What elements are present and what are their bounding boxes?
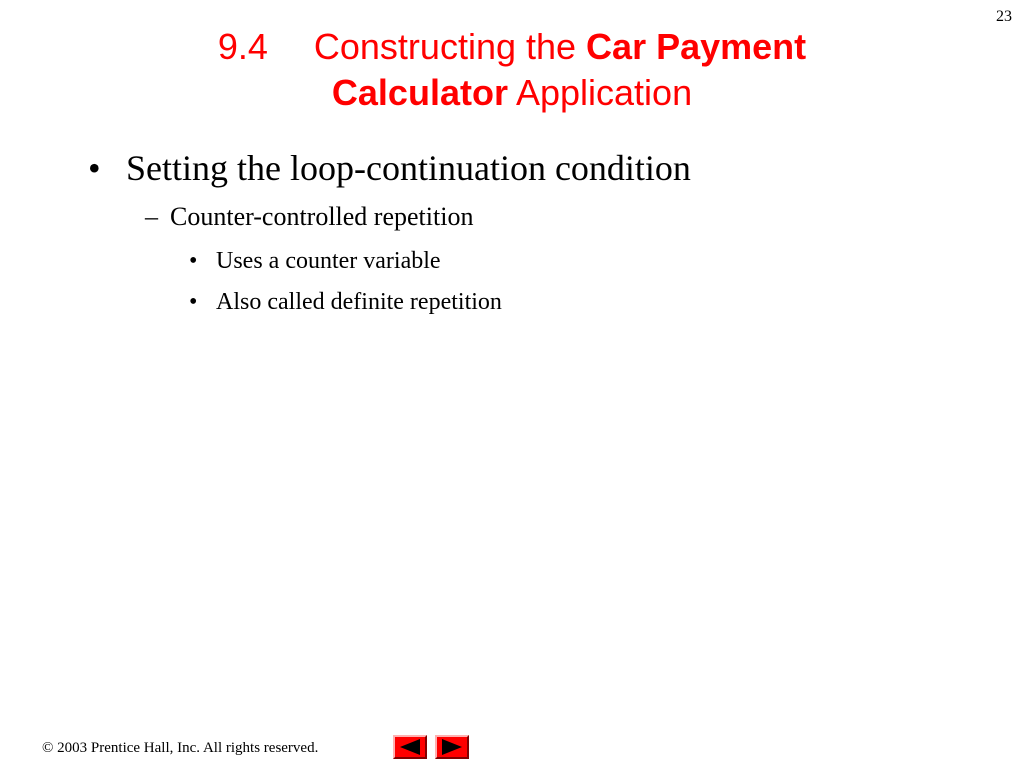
title-bold-1: Car Payment [586,26,807,67]
previous-slide-button[interactable] [393,735,427,759]
bullet-text: Counter-controlled repetition [170,202,474,231]
bullet-text: Also called definite repetition [216,289,502,315]
bullet-text: Setting the loop-continuation condition [126,148,691,188]
section-number: 9.4 [217,26,268,67]
next-slide-button[interactable] [435,735,469,759]
title-line-1 [0,24,1024,70]
footer-text: 2003 Prentice Hall, Inc. All rights reserved. [53,740,319,756]
copyright-footer [42,740,318,757]
title-line-2 [0,70,1024,116]
title-bold-2: Calculator [331,72,508,113]
bullet-text: Uses a counter variable [216,248,441,274]
bullet-marker: • [88,148,101,188]
triangle-right-icon [441,739,463,755]
title-suffix: Application [507,72,693,113]
title-prefix: Constructing the [313,26,587,67]
bullet-marker: • [189,289,198,315]
bullet-level-1 [88,146,691,190]
bullet-level-3 [189,246,441,276]
dash-marker: – [145,202,158,231]
slide-number: 23 [996,8,1012,25]
triangle-left-icon [399,739,421,755]
slide-navigation [393,735,469,759]
copyright-symbol: © [42,740,54,756]
bullet-level-2 [145,200,473,234]
bullet-level-3 [189,287,502,317]
bullet-marker: • [189,248,198,274]
slide-title [0,24,1024,116]
